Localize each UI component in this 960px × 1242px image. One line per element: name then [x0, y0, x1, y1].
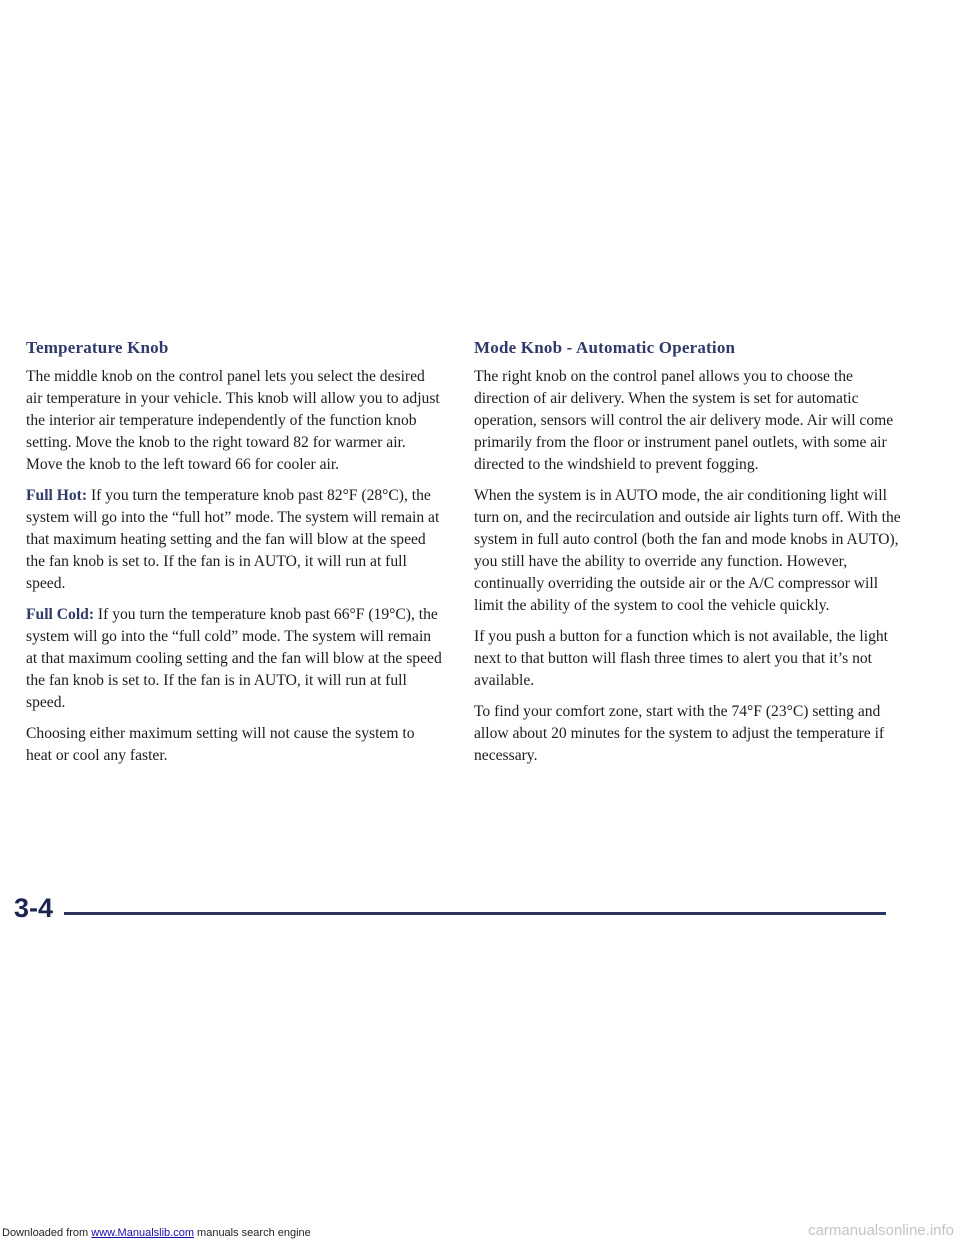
full-hot-paragraph	[26, 485, 442, 595]
page-number: 3-4	[14, 893, 54, 923]
download-suffix: manuals search engine	[193, 1227, 311, 1239]
left-column	[26, 338, 442, 776]
mode-knob-paragraph-4: To find your comfort zone, start with the 74°F (23°C) setting and allow about 20 minutes for the system to adjust the temperature if necessary.	[474, 703, 885, 764]
mode-knob-paragraph-1: The right knob on the control panel allows you to choose the direction of air delivery. When the system is set for automatic operation, sensors will control the air delivery mode. Air will come primarily from the floor or instrument panel outlets, with some air directed to the windshield to prevent fogging.	[474, 368, 894, 473]
watermark: carmanualsonline.info	[808, 1222, 954, 1239]
manualslib-link[interactable]: www.Manualslib.com	[91, 1227, 194, 1239]
full-hot-label: Full Hot:	[26, 487, 88, 504]
download-source-line	[2, 1227, 311, 1239]
mode-knob-paragraph-2: When the system is in AUTO mode, the air conditioning light will turn on, and the recirculation and outside air lights turn off. With the system in full auto control (both the fan and mode knobs in AUTO), you still have the ability to override any function. However, continually overriding the outside air or the A/C compressor will limit the ability of the system to cool the vehicle quickly.	[474, 487, 901, 614]
full-cold-label: Full Cold:	[26, 606, 95, 623]
download-prefix: Downloaded from	[2, 1227, 92, 1239]
full-cold-paragraph	[26, 604, 442, 714]
full-cold-text: If you turn the temperature knob past 66°F (19°C), the system will go into the “full cold” mode. The system will remain at that maximum cooling setting and the fan will blow at the speed the fan knob is set to. If the fan is in AUTO, it will run at full speed.	[26, 606, 442, 711]
temperature-closing-paragraph: Choosing either maximum setting will not cause the system to heat or cool any faster.	[26, 725, 415, 764]
mode-knob-heading: Mode Knob - Automatic Operation	[474, 338, 736, 357]
temperature-knob-intro: The middle knob on the control panel lets you select the desired air temperature in your vehicle. This knob will allow you to adjust the interior air temperature independently of the function knob setting. Move the knob to the right toward 82 for warmer air. Move the knob to the left toward 66 for cooler air.	[26, 368, 440, 473]
temperature-knob-heading: Temperature Knob	[26, 338, 169, 357]
footer-divider	[64, 912, 886, 915]
right-column	[474, 338, 904, 776]
mode-knob-paragraph-3: If you push a button for a function which is not available, the light next to that button will flash three times to alert you that it’s not available.	[474, 628, 889, 689]
full-hot-text: If you turn the temperature knob past 82°F (28°C), the system will go into the “full hot” mode. The system will remain at that maximum heating setting and the fan will blow at the speed the fan knob is set to. If the fan is in AUTO, it will run at full speed.	[26, 487, 440, 592]
